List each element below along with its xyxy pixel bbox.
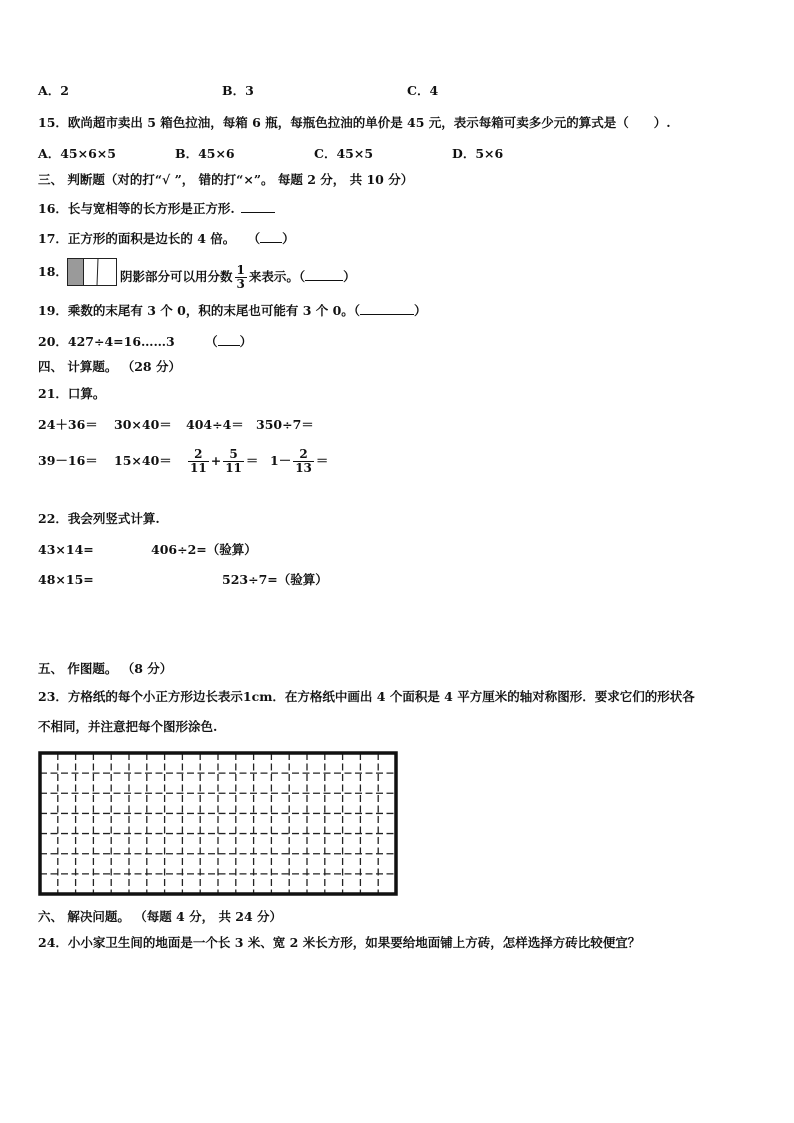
question-21: 21．口算。 <box>38 386 106 401</box>
q21-fraction-1 <box>188 448 209 475</box>
q21-expr-8 <box>270 440 328 482</box>
q18-answer-blank[interactable] <box>305 268 343 281</box>
q21-f2-num: 5 <box>229 446 238 461</box>
q18-shaded-part <box>68 259 83 285</box>
q20-text: 20．427÷4=16……3 <box>38 334 175 349</box>
q21-fraction-3 <box>293 448 314 475</box>
section-3-title: 三、 判断题（对的打“√ ”， 错的打“×”。 每题 2 分， 共 10 分） <box>38 172 414 187</box>
section-6-title: 六、 解决问题。 （每题 4 分， 共 24 分） <box>38 909 283 924</box>
q18-number: 18． <box>38 264 68 279</box>
q18-text-2: 来表示。（ <box>248 269 306 284</box>
section-5-title: 五、 作图题。 （8 分） <box>38 661 173 676</box>
q18-paren-close: ） <box>343 269 356 284</box>
q21-one-minus: 1－ <box>270 453 292 468</box>
q21-plus-sign: + <box>210 453 222 468</box>
q14-option-b: B．3 <box>222 83 254 98</box>
q21-expr-7 <box>186 440 258 482</box>
q20-paren-open: （ <box>205 334 218 349</box>
q18-fraction <box>235 264 247 291</box>
q14-option-c: C．4 <box>407 83 439 98</box>
question-23-line-2: 不相同，并注意把每个图形涂色. <box>38 719 218 734</box>
q18-frac-den: 3 <box>236 277 245 291</box>
question-15: 15．欧尚超市卖出 5 箱色拉油，每箱 6 瓶，每瓶色拉油的单价是 45 元，表示每箱可卖多少元的算式是（ ）. <box>38 115 671 130</box>
q21-equals-2: ＝ <box>315 453 329 468</box>
q18-text: 阴影部分可以用分数 <box>120 269 233 284</box>
q21-fraction-2 <box>223 448 244 475</box>
q21-expr-3: 404÷4＝ <box>186 417 244 432</box>
q22-expr-3: 48×15= <box>38 572 94 587</box>
q17-paren-open: （ <box>247 231 261 246</box>
q21-f1-den: 11 <box>190 460 207 475</box>
grid-paper[interactable] <box>38 751 398 896</box>
q15-option-b: B．45×6 <box>175 146 235 161</box>
q16-text: 16．长与宽相等的长方形是正方形. <box>38 201 235 216</box>
q20-answer-blank[interactable] <box>218 333 240 346</box>
q22-expr-1: 43×14= <box>38 542 94 557</box>
q21-f3-num: 2 <box>299 446 308 461</box>
q20-paren-close: ） <box>239 334 253 349</box>
q21-expr-5: 39－16＝ <box>38 453 98 468</box>
section-4-title: 四、 计算题。 （28 分） <box>38 359 181 374</box>
q21-expr-4: 350÷7＝ <box>256 417 314 432</box>
question-19 <box>38 302 427 319</box>
q19-answer-blank[interactable] <box>360 302 414 315</box>
question-24: 24．小小家卫生间的地面是一个长 3 米、宽 2 米长方形，如果要给地面铺上方砖，怎样选择方砖比较便宜？ <box>38 935 641 950</box>
question-18-body <box>120 264 356 291</box>
q19-text: 19．乘数的末尾有 3 个 0，积的末尾也可能有 3 个 0。（ <box>38 303 361 318</box>
question-16 <box>38 200 275 217</box>
q19-paren-close: ） <box>414 303 427 318</box>
q14-option-a: A．2 <box>38 83 69 98</box>
q22-expr-4: 523÷7=（验算） <box>222 572 328 587</box>
question-23-line-1: 23．方格纸的每个小正方形边长表示1cm．在方格纸中画出 4 个面积是 4 平方厘米的轴对称图形．要求它们的形状各 <box>38 689 695 704</box>
q17-paren-close: ） <box>282 231 295 246</box>
question-20 <box>38 333 252 350</box>
question-22: 22．我会列竖式计算. <box>38 511 160 526</box>
q18-shaded-rectangle-figure <box>67 258 117 286</box>
question-17 <box>38 230 295 247</box>
q21-f1-num: 2 <box>194 446 203 461</box>
q21-equals-1: ＝ <box>245 453 259 468</box>
q21-f2-den: 11 <box>225 460 242 475</box>
q21-expr-2: 30×40＝ <box>114 417 172 432</box>
q17-answer-blank[interactable] <box>260 230 282 243</box>
q15-option-a: A．45×6×5 <box>38 146 116 161</box>
q16-answer-blank[interactable] <box>241 200 275 213</box>
q21-expr-6: 15×40＝ <box>114 453 172 468</box>
q18-frac-num: 1 <box>236 263 245 277</box>
q17-text: 17．正方形的面积是边长的 4 倍。 <box>38 231 236 246</box>
q15-option-d: D．5×6 <box>452 146 504 161</box>
q21-expr-1: 24＋36＝ <box>38 417 98 432</box>
q15-option-c: C．45×5 <box>314 146 374 161</box>
q22-expr-2: 406÷2=（验算） <box>151 542 257 557</box>
q21-f3-den: 13 <box>295 460 312 475</box>
